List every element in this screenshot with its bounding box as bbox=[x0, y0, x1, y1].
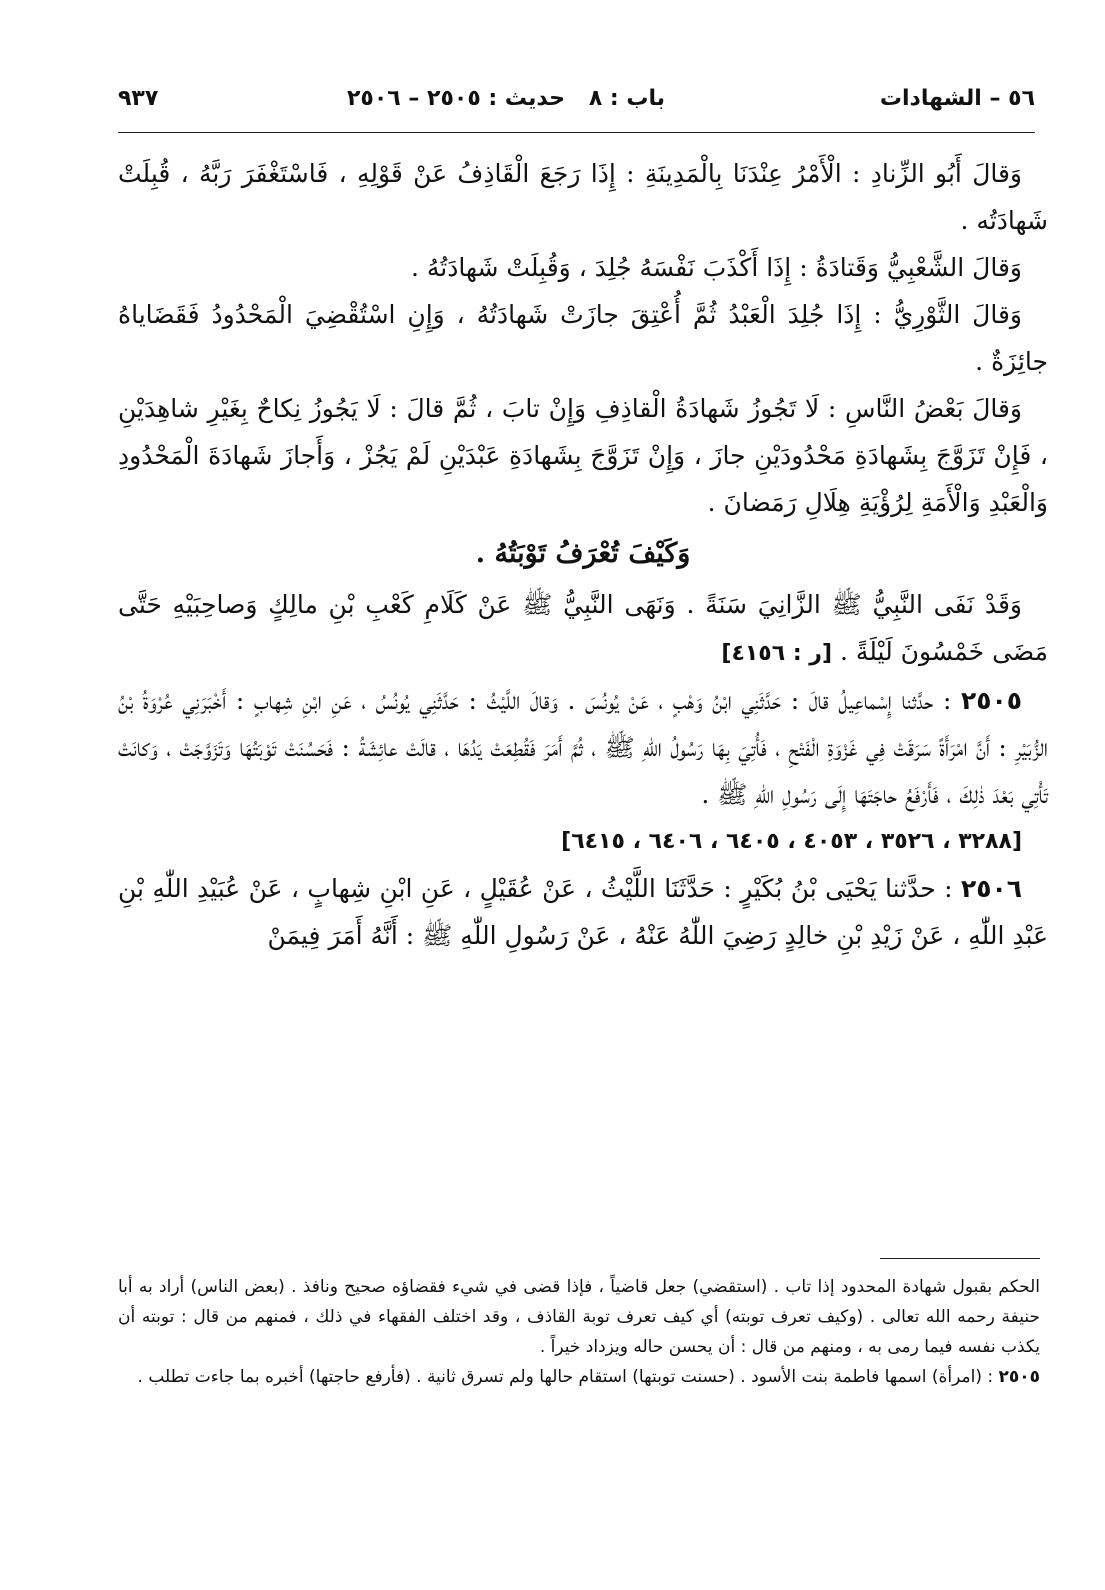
footnote-text: : (امرأة) اسمها فاطمة بنت الأسود . (حسنت توبتها) استقام حالها ولم تسرق ثانية . (فأرفع حاجتها) أخبره بما جاءت تطلب . bbox=[137, 1367, 994, 1387]
hadith-range: حديث : ٢٥٠٥ – ٢٥٠٦ bbox=[347, 86, 565, 111]
header-divider bbox=[118, 132, 1035, 133]
cross-reference: [ر : ٤١٥٦] bbox=[721, 641, 833, 666]
hadith-text: : حدَّثنا إِسْماعِيلُ قالَ : حَدَّثَنِي ابْنُ وَهْبٍ ، عَنْ يُونُسَ . وَقالَ اللَّيْثُ : حَدَّثَنِي يُونُسُ ، عَنِ ابْنِ شِهابٍ : أَخْبَرَنِي عُرْوَةُ بْنُ الزُّبَيْرِ : أَنَّ امْرَأَةً سَرَقَتْ فِي غَزْوَةِ الْفَتْحِ ، فَأُتِيَ بِهَا رَسُولُ اللّٰهِ ﷺ ، ثُمَّ أَمَرَ فَقُطِعَتْ يَدُهَا ، قالَتْ عائِشَةُ : فَحَسُنَتْ تَوْبَتُهَا وَتَزَوَّجَتْ ، وَكانَتْ تَأْتِي بَعْدَ ذٰلِكَ ، فَأَرْفَعُ حاجَتَهَا إِلَى رَسُولِ اللّٰهِ ﷺ . bbox=[118, 686, 1048, 809]
page-header bbox=[118, 84, 1035, 124]
hadith-number: ٢٥٠٦ bbox=[960, 874, 1023, 903]
hadith-2505 bbox=[118, 677, 1048, 818]
hadith-number: ٢٥٠٥ bbox=[960, 686, 1022, 715]
paragraph-shabi: وَقالَ الشَّعْبِيُّ وَقَتادَةُ : إِذَا أَكْذَبَ نَفْسَهُ جُلِدَ ، وَقُبِلَتْ شَهادَتُهُ . bbox=[410, 253, 1022, 282]
hadith-2506 bbox=[118, 865, 1048, 959]
paragraph-some-people: وَقالَ بَعْضُ النَّاسِ : لَا تَجُوزُ شَهادَةُ الْقاذِفِ وَإِنْ تابَ ، ثُمَّ قالَ : لَا يَجُوزُ نِكاحٌ بِغَيْرِ شاهِدَيْنِ ، فَإِنْ تَزَوَّجَ بِشَهادَةِ مَحْدُودَيْنِ جازَ ، وَإِنْ تَزَوَّجَ بِشَهادَةِ عَبْدَيْنِ لَمْ يَجُزْ ، وَأَجازَ شَهادَةَ الْمَحْدُودِ وَالْعَبْدِ وَالْأَمَةِ لِرُؤْيَةِ هِلَالِ رَمَضانَ . bbox=[118, 394, 1048, 517]
page-number: ٩٣٧ bbox=[118, 86, 159, 111]
footnote-2505 bbox=[118, 1362, 1040, 1392]
footnote-number: ٢٥٠٥ bbox=[998, 1367, 1040, 1387]
footnote-divider bbox=[880, 1258, 1040, 1259]
footnote-general: الحكم بقبول شهادة المحدود إذا تاب . (استقضي) جعل قاضياً ، فإذا قضى في شيء فقضاؤه صحيح ونافذ . (بعض الناس) أراد به أبا حنيفة رحمه الله تعالى . (وكيف تعرف توبته) أي كيف تعرف توبة القاذف ، وقد اختلف الفقهاء في ذلك ، فمنهم من قال : توبته أن يكذب نفسه فيما رمى به ، ومنهم من قال : أن يحسن حاله ويزداد خيراً . bbox=[118, 1277, 1040, 1357]
hadith-2505-references: [٣٢٨٨ ، ٣٥٢٦ ، ٤٠٥٣ ، ٦٤٠٥ ، ٦٤٠٦ ، ٦٤١٥] bbox=[561, 829, 1022, 854]
section-heading: وَكَيْفَ تُعْرَفُ تَوْبَتُهُ . bbox=[475, 538, 691, 569]
main-text bbox=[118, 150, 1048, 959]
exile-text: وَقَدْ نَفَى النَّبِيُّ ﷺ الزَّانِيَ سَنَةً . وَنَهَى النَّبِيُّ ﷺ عَنْ كَلَامِ كَعْبِ بْنِ مالِكٍ وَصاحِبَيْهِ حَتَّى مَضَى خَمْسُونَ لَيْلَةً . bbox=[118, 590, 1048, 666]
bab-number: باب : ٨ bbox=[588, 86, 665, 111]
paragraph-thawri: وَقالَ الثَّوْرِيُّ : إِذَا جُلِدَ الْعَبْدُ ثُمَّ أُعْتِقَ جازَتْ شَهادَتُهُ ، وَإِنِ اسْتُقْضِيَ الْمَحْدُودُ فَقَضَاياهُ جائِزَةٌ . bbox=[118, 300, 1048, 376]
paragraph-abu-zinad: وَقالَ أَبُو الزِّنادِ : الْأَمْرُ عِنْدَنَا بِالْمَدِينَةِ : إِذَا رَجَعَ الْقَاذِفُ عَنْ قَوْلِهِ ، فَاسْتَغْفَرَ رَبَّهُ ، قُبِلَتْ شَهادَتُه . bbox=[118, 159, 1048, 235]
paragraph-exile bbox=[118, 581, 1048, 677]
footnotes bbox=[118, 1272, 1040, 1392]
chapter-title: ٥٦ – الشهادات bbox=[879, 86, 1035, 111]
hadith-text: : حدَّثنا يَحْيَى بْنُ بُكَيْرٍ : حَدَّثَنَا اللَّيْثُ ، عَنْ عُقَيْلٍ ، عَنِ ابْنِ شِهابٍ ، عَنْ عُبَيْدِ اللّٰهِ بْنِ عَبْدِ اللّٰهِ ، عَنْ زَيْدِ بْنِ خالِدٍ رَضِيَ اللّٰهُ عَنْهُ ، عَنْ رَسُولِ اللّٰهِ ﷺ : أَنَّهُ أَمَرَ فِيمَنْ bbox=[118, 874, 1048, 950]
